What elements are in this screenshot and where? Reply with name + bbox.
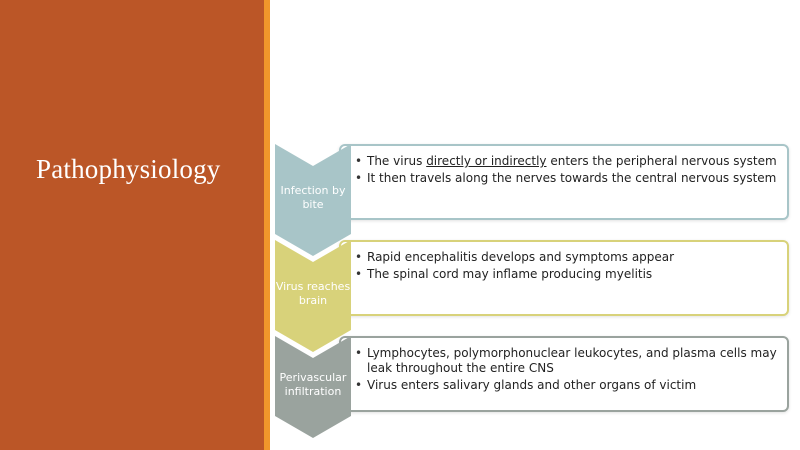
- step-2-bullet-2: • The spinal cord may inflame producing myelitis: [367, 267, 777, 282]
- step-3-bullet-1: • Lymphocytes, polymorphonuclear leukocytes, and plasma cells may leak throughout the entire CNS: [367, 346, 777, 376]
- step-1-bullet-2: • It then travels along the nerves towards the central nervous system: [367, 171, 777, 186]
- step-2-detail: [339, 240, 789, 316]
- step-2-label: Virus reaches brain: [275, 280, 351, 307]
- step-3-bullet-2: • Virus enters salivary glands and other organs of victim: [367, 378, 777, 393]
- process-diagram: [275, 140, 790, 440]
- step-3-detail: [339, 336, 789, 412]
- step-3-chevron: [275, 336, 351, 438]
- step-1-detail: [339, 144, 789, 220]
- step-1-bullet-1: • The virus directly or indirectly enters the peripheral nervous system: [367, 154, 777, 169]
- step-1-underlined-text: directly or indirectly: [426, 154, 547, 168]
- slide-title: Pathophysiology: [36, 154, 221, 184]
- step-3-label: Perivascular infiltration: [279, 371, 347, 398]
- step-2-bullet-1: • Rapid encephalitis develops and symptoms appear: [367, 250, 777, 265]
- accent-stripe: [264, 0, 270, 450]
- step-1-label: Infection by bite: [280, 184, 346, 211]
- title-panel: [0, 0, 264, 450]
